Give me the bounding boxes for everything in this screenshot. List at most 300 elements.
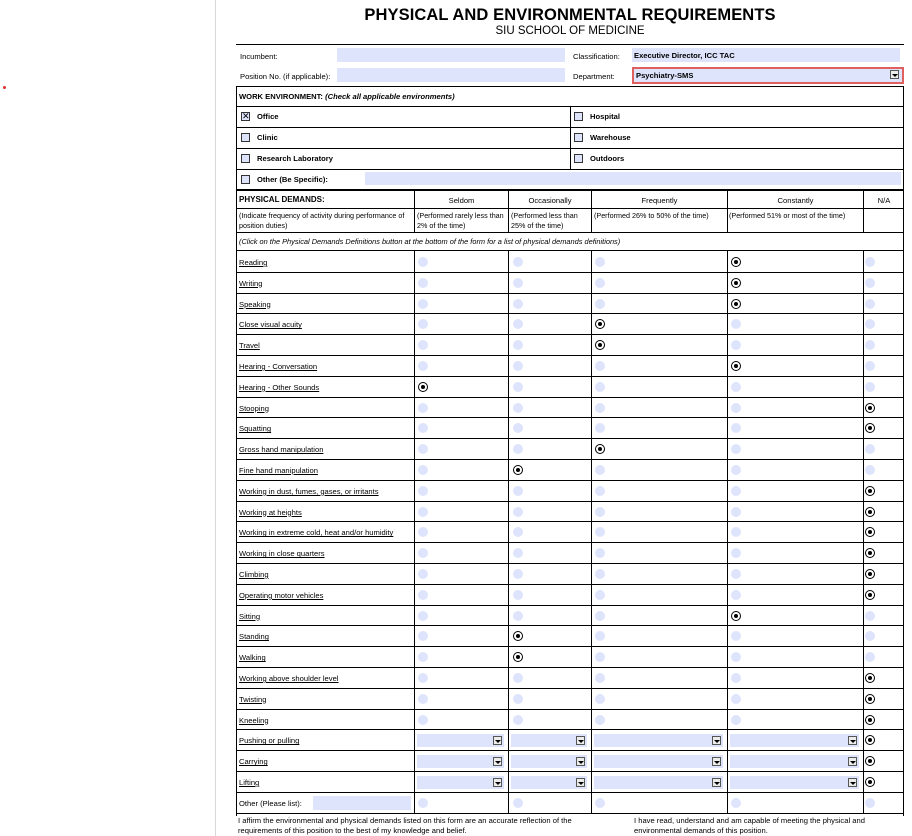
radio-walking-constantly[interactable] [731, 652, 741, 662]
classification-label: Classification: [573, 52, 620, 61]
frequency-select-pushing-or-pulling[interactable] [594, 734, 723, 747]
radio-other-na[interactable] [865, 798, 875, 808]
divider [414, 459, 415, 481]
chevron-down-icon[interactable] [890, 70, 899, 79]
frequency-select-pushing-or-pulling[interactable] [730, 734, 859, 747]
chevron-down-icon[interactable] [712, 778, 721, 787]
radio-hearing-other-sounds-frequently[interactable] [595, 382, 605, 392]
radio-gross-hand-manipulation-constantly[interactable] [731, 444, 741, 454]
radio-speaking-frequently[interactable] [595, 299, 605, 309]
radio-standing-na[interactable] [865, 631, 875, 641]
column-na: N/A [877, 196, 891, 205]
demand-label-gross-hand-manipulation: Gross hand manipulation [239, 445, 324, 455]
classification-value: Executive Director, ICC TAC [634, 51, 735, 60]
radio-hearing-conversation-frequently[interactable] [595, 361, 605, 371]
divider [591, 397, 592, 419]
divider [727, 792, 728, 814]
row-divider [237, 750, 903, 751]
frequency-select-pushing-or-pulling[interactable] [417, 734, 504, 747]
demand-label-hearing-other-sounds: Hearing - Other Sounds [239, 382, 320, 392]
radio-walking-na[interactable] [865, 652, 875, 662]
other-environment-label: Other (Be Specific): [257, 175, 328, 184]
radio-other-occasionally[interactable] [513, 798, 523, 808]
radio-fine-hand-manipulation-constantly[interactable] [731, 465, 741, 475]
radio-reading-occasionally[interactable] [513, 257, 523, 267]
radio-kneeling-occasionally[interactable] [513, 715, 523, 725]
radio-gross-hand-manipulation-na[interactable] [865, 444, 875, 454]
radio-kneeling-constantly[interactable] [731, 715, 741, 725]
divider [727, 646, 728, 668]
radio-working-in-dust-fumes-gases-or-irritants-frequently[interactable] [595, 486, 605, 496]
column-frequently-note: (Performed 26% to 50% of the time) [594, 211, 709, 220]
radio-working-in-close-quarters-constantly[interactable] [731, 548, 741, 558]
divider [863, 646, 864, 668]
other-environment-checkbox[interactable] [241, 175, 250, 184]
radio-other-constantly[interactable] [731, 798, 741, 808]
radio-fine-hand-manipulation-frequently[interactable] [595, 465, 605, 475]
row-divider [237, 688, 903, 689]
chevron-down-icon[interactable] [712, 736, 721, 745]
work-environment-heading [239, 92, 455, 101]
radio-operating-motor-vehicles-frequently[interactable] [595, 590, 605, 600]
radio-close-visual-acuity-occasionally[interactable] [513, 319, 523, 329]
divider [591, 459, 592, 481]
radio-close-visual-acuity-seldom[interactable] [418, 319, 428, 329]
divider [237, 232, 903, 233]
radio-writing-occasionally[interactable] [513, 278, 523, 288]
radio-stooping-seldom[interactable] [418, 403, 428, 413]
divider [508, 605, 509, 627]
frequency-select-lifting[interactable] [594, 776, 723, 789]
radio-kneeling-frequently[interactable] [595, 715, 605, 725]
row-divider [237, 397, 903, 398]
divider [727, 272, 728, 294]
radio-speaking-seldom[interactable] [418, 299, 428, 309]
radio-squatting-constantly[interactable] [731, 423, 741, 433]
radio-gross-hand-manipulation-seldom[interactable] [418, 444, 428, 454]
radio-walking-seldom[interactable] [418, 652, 428, 662]
radio-stooping-constantly[interactable] [731, 403, 741, 413]
divider [863, 542, 864, 564]
radio-working-in-close-quarters-occasionally[interactable] [513, 548, 523, 558]
divider [591, 792, 592, 814]
divider [591, 688, 592, 710]
radio-travel-occasionally[interactable] [513, 340, 523, 350]
radio-working-at-heights-frequently[interactable] [595, 507, 605, 517]
radio-travel-constantly[interactable] [731, 340, 741, 350]
radio-other-frequently[interactable] [595, 798, 605, 808]
divider [863, 771, 864, 793]
divider [508, 625, 509, 647]
divider [414, 709, 415, 731]
divider [508, 417, 509, 439]
radio-sitting-seldom[interactable] [418, 611, 428, 621]
radio-operating-motor-vehicles-constantly[interactable] [731, 590, 741, 600]
radio-hearing-conversation-constantly[interactable] [731, 361, 741, 371]
divider [591, 272, 592, 294]
radio-hearing-other-sounds-constantly[interactable] [731, 382, 741, 392]
radio-fine-hand-manipulation-na[interactable] [865, 465, 875, 475]
divider [414, 355, 415, 377]
demand-label-operating-motor-vehicles: Operating motor vehicles [239, 590, 324, 600]
research-laboratory-checkbox[interactable] [241, 154, 250, 163]
radio-hearing-other-sounds-seldom[interactable] [418, 382, 428, 392]
radio-sitting-na[interactable] [865, 611, 875, 621]
divider [863, 750, 864, 772]
radio-walking-occasionally[interactable] [513, 652, 523, 662]
frequency-select-lifting[interactable] [511, 776, 587, 789]
chevron-down-icon[interactable] [848, 778, 857, 787]
row-divider [237, 376, 903, 377]
radio-working-above-shoulder-level-frequently[interactable] [595, 673, 605, 683]
divider [727, 293, 728, 315]
radio-reading-na[interactable] [865, 257, 875, 267]
divider [237, 250, 903, 251]
radio-reading-seldom[interactable] [418, 257, 428, 267]
divider [508, 397, 509, 419]
radio-working-in-dust-fumes-gases-or-irritants-constantly[interactable] [731, 486, 741, 496]
divider [591, 501, 592, 523]
radio-stooping-frequently[interactable] [595, 403, 605, 413]
radio-travel-na[interactable] [865, 340, 875, 350]
outdoors-checkbox[interactable] [574, 154, 583, 163]
divider [863, 584, 864, 606]
classification-field[interactable] [632, 48, 900, 62]
demand-label-working-above-shoulder-level: Working above shoulder level [239, 674, 339, 683]
radio-hearing-other-sounds-occasionally[interactable] [513, 382, 523, 392]
row-divider [237, 272, 903, 273]
radio-speaking-constantly[interactable] [731, 299, 741, 309]
divider [508, 293, 509, 315]
position-label: Position No. (if applicable): [240, 72, 331, 81]
outdoors-label: Outdoors [590, 154, 625, 163]
radio-working-above-shoulder-level-seldom[interactable] [418, 673, 428, 683]
demand-label-standing: Standing [239, 632, 269, 642]
radio-squatting-seldom[interactable] [418, 423, 428, 433]
other-demand-field[interactable] [313, 796, 411, 810]
incumbent-label: Incumbent: [240, 52, 278, 61]
demand-label-climbing: Climbing [239, 570, 269, 579]
demand-label-squatting: Squatting [239, 424, 272, 434]
row-divider [237, 293, 903, 294]
divider [863, 605, 864, 627]
radio-climbing-na[interactable] [865, 569, 875, 579]
radio-working-in-close-quarters-na[interactable] [865, 548, 875, 558]
radio-working-in-extreme-cold-heat-and-or-humidity-frequently[interactable] [595, 527, 605, 537]
radio-other-seldom[interactable] [418, 798, 428, 808]
divider [727, 750, 728, 772]
divider [508, 709, 509, 731]
incumbent-field[interactable] [337, 48, 565, 62]
column-occasionally-note: (Performed less than 25% of the time) [511, 211, 578, 230]
frequency-select-carrying[interactable] [730, 755, 859, 768]
radio-travel-frequently[interactable] [595, 340, 605, 350]
radio-hearing-conversation-occasionally[interactable] [513, 361, 523, 371]
radio-reading-frequently[interactable] [595, 257, 605, 267]
frequency-select-carrying[interactable] [511, 755, 587, 768]
divider [591, 355, 592, 377]
divider [727, 251, 728, 273]
radio-sitting-occasionally[interactable] [513, 611, 523, 621]
chevron-down-icon[interactable] [576, 778, 585, 787]
divider [863, 709, 864, 731]
divider [591, 667, 592, 689]
divider [727, 480, 728, 502]
frequency-select-carrying[interactable] [594, 755, 723, 768]
radio-standing-seldom[interactable] [418, 631, 428, 641]
radio-sitting-constantly[interactable] [731, 611, 741, 621]
radio-climbing-constantly[interactable] [731, 569, 741, 579]
demand-label-travel: Travel [239, 341, 260, 351]
divider [727, 355, 728, 377]
demand-label-walking: Walking [239, 653, 266, 663]
row-divider [237, 521, 903, 522]
row-divider [237, 334, 903, 335]
divider [414, 313, 415, 335]
chevron-down-icon[interactable] [848, 736, 857, 745]
radio-working-in-extreme-cold-heat-and-or-humidity-occasionally[interactable] [513, 527, 523, 537]
radio-twisting-constantly[interactable] [731, 694, 741, 704]
radio-writing-frequently[interactable] [595, 278, 605, 288]
divider [727, 605, 728, 627]
divider [727, 667, 728, 689]
divider [727, 376, 728, 398]
radio-working-in-close-quarters-seldom[interactable] [418, 548, 428, 558]
radio-operating-motor-vehicles-na[interactable] [865, 590, 875, 600]
radio-squatting-frequently[interactable] [595, 423, 605, 433]
radio-working-in-dust-fumes-gases-or-irritants-seldom[interactable] [418, 486, 428, 496]
divider [727, 729, 728, 751]
divider [591, 251, 592, 273]
department-select[interactable] [632, 67, 904, 84]
divider [863, 376, 864, 398]
divider [508, 355, 509, 377]
title-rule [236, 44, 904, 45]
divider [508, 313, 509, 335]
radio-working-above-shoulder-level-constantly[interactable] [731, 673, 741, 683]
column-seldom: Seldom [448, 196, 475, 205]
divider [863, 417, 864, 439]
demand-label-twisting: Twisting [239, 694, 267, 704]
radio-twisting-occasionally[interactable] [513, 694, 523, 704]
demand-label-working-in-dust-fumes-gases-or-irritants: Working in dust, fumes, gases, or irritants [239, 486, 379, 496]
radio-stooping-na[interactable] [865, 403, 875, 413]
divider [414, 542, 415, 564]
divider [863, 190, 864, 232]
divider [508, 501, 509, 523]
radio-speaking-na[interactable] [865, 299, 875, 309]
divider [414, 584, 415, 606]
radio-close-visual-acuity-constantly[interactable] [731, 319, 741, 329]
research-laboratory-label: Research Laboratory [257, 154, 333, 163]
radio-travel-seldom[interactable] [418, 340, 428, 350]
radio-standing-frequently[interactable] [595, 631, 605, 641]
divider [414, 438, 415, 460]
radio-carrying-na[interactable] [865, 756, 875, 766]
divider [727, 771, 728, 793]
divider [414, 480, 415, 502]
divider [237, 190, 903, 191]
divider [863, 688, 864, 710]
row-divider [237, 563, 903, 564]
radio-squatting-occasionally[interactable] [513, 423, 523, 433]
chevron-down-icon[interactable] [576, 757, 585, 766]
clinic-label: Clinic [257, 133, 278, 142]
clinic-checkbox[interactable] [241, 133, 250, 142]
radio-working-above-shoulder-level-na[interactable] [865, 673, 875, 683]
divider [727, 584, 728, 606]
radio-hearing-conversation-na[interactable] [865, 361, 875, 371]
radio-working-in-close-quarters-frequently[interactable] [595, 548, 605, 558]
demand-label-working-in-close-quarters: Working in close quarters [239, 549, 325, 559]
radio-stooping-occasionally[interactable] [513, 403, 523, 413]
radio-twisting-seldom[interactable] [418, 694, 428, 704]
radio-writing-constantly[interactable] [731, 278, 741, 288]
position-field[interactable] [337, 68, 565, 82]
divider [727, 563, 728, 585]
radio-working-at-heights-seldom[interactable] [418, 507, 428, 517]
radio-working-at-heights-constantly[interactable] [731, 507, 741, 517]
radio-working-in-extreme-cold-heat-and-or-humidity-na[interactable] [865, 527, 875, 537]
frequency-select-lifting[interactable] [730, 776, 859, 789]
radio-fine-hand-manipulation-occasionally[interactable] [513, 465, 523, 475]
work-environment-section [236, 86, 904, 190]
row-divider [237, 646, 903, 647]
divider [591, 709, 592, 731]
other-environment-field[interactable] [365, 172, 901, 185]
divider [591, 584, 592, 606]
radio-twisting-na[interactable] [865, 694, 875, 704]
radio-pushing-or-pulling-na[interactable] [865, 735, 875, 745]
chevron-down-icon[interactable] [712, 757, 721, 766]
row-divider [237, 501, 903, 502]
radio-fine-hand-manipulation-seldom[interactable] [418, 465, 428, 475]
radio-twisting-frequently[interactable] [595, 694, 605, 704]
radio-operating-motor-vehicles-seldom[interactable] [418, 590, 428, 600]
chevron-down-icon[interactable] [848, 757, 857, 766]
radio-standing-constantly[interactable] [731, 631, 741, 641]
radio-operating-motor-vehicles-occasionally[interactable] [513, 590, 523, 600]
frequency-select-pushing-or-pulling[interactable] [511, 734, 587, 747]
row-divider [237, 729, 903, 730]
radio-gross-hand-manipulation-occasionally[interactable] [513, 444, 523, 454]
divider [414, 376, 415, 398]
divider [863, 480, 864, 502]
hospital-checkbox[interactable] [574, 112, 583, 121]
divider [414, 190, 415, 232]
divider [591, 750, 592, 772]
affirm-statement: I affirm the environmental and physical demands listed on this form are an accurate reflection of the requirements of this position to the best of my knowledge and belief. [238, 816, 572, 835]
divider [508, 521, 509, 543]
radio-working-in-extreme-cold-heat-and-or-humidity-constantly[interactable] [731, 527, 741, 537]
radio-working-above-shoulder-level-occasionally[interactable] [513, 673, 523, 683]
row-divider [237, 771, 903, 772]
acknowledgement-statement: I have read, understand and am capable of meeting the physical and environmental demands of this position. [634, 816, 865, 835]
divider [237, 208, 903, 209]
radio-working-at-heights-na[interactable] [865, 507, 875, 517]
radio-standing-occasionally[interactable] [513, 631, 523, 641]
radio-hearing-conversation-seldom[interactable] [418, 361, 428, 371]
radio-reading-constantly[interactable] [731, 257, 741, 267]
divider [414, 521, 415, 543]
divider [414, 293, 415, 315]
divider [727, 688, 728, 710]
divider [508, 750, 509, 772]
divider [508, 438, 509, 460]
radio-lifting-na[interactable] [865, 777, 875, 787]
divider [508, 542, 509, 564]
department-value: Psychiatry-SMS [636, 71, 694, 80]
divider [591, 313, 592, 335]
demand-label-reading: Reading [239, 258, 268, 267]
chevron-down-icon[interactable] [493, 778, 502, 787]
marker-dot [3, 86, 6, 89]
divider [863, 625, 864, 647]
radio-speaking-occasionally[interactable] [513, 299, 523, 309]
divider [591, 729, 592, 751]
radio-writing-seldom[interactable] [418, 278, 428, 288]
form-title: PHYSICAL AND ENVIRONMENTAL REQUIREMENTS [364, 6, 776, 24]
row-divider [237, 542, 903, 543]
radio-hearing-other-sounds-na[interactable] [865, 382, 875, 392]
chevron-down-icon[interactable] [493, 736, 502, 745]
divider [508, 251, 509, 273]
divider [863, 729, 864, 751]
divider [591, 334, 592, 356]
frequency-select-lifting[interactable] [417, 776, 504, 789]
radio-working-in-dust-fumes-gases-or-irritants-na[interactable] [865, 486, 875, 496]
divider [727, 313, 728, 335]
divider [591, 438, 592, 460]
divider [508, 480, 509, 502]
column-constantly-note: (Performed 51% or most of the time) [729, 211, 846, 220]
radio-working-in-extreme-cold-heat-and-or-humidity-seldom[interactable] [418, 527, 428, 537]
chevron-down-icon[interactable] [576, 736, 585, 745]
radio-squatting-na[interactable] [865, 423, 875, 433]
radio-kneeling-seldom[interactable] [418, 715, 428, 725]
radio-working-in-dust-fumes-gases-or-irritants-occasionally[interactable] [513, 486, 523, 496]
divider [237, 169, 903, 170]
divider [863, 459, 864, 481]
divider [863, 521, 864, 543]
radio-walking-frequently[interactable] [595, 652, 605, 662]
radio-gross-hand-manipulation-frequently[interactable] [595, 444, 605, 454]
divider [508, 272, 509, 294]
page-margin-line [215, 0, 216, 836]
radio-climbing-frequently[interactable] [595, 569, 605, 579]
chevron-down-icon[interactable] [493, 757, 502, 766]
physical-demands-heading: PHYSICAL DEMANDS: [239, 195, 325, 204]
demand-label-writing: Writing [239, 278, 263, 288]
warehouse-checkbox[interactable] [574, 133, 583, 142]
radio-kneeling-na[interactable] [865, 715, 875, 725]
office-checkbox[interactable]: ✕ [242, 111, 250, 121]
row-divider [237, 480, 903, 481]
divider [508, 376, 509, 398]
radio-writing-na[interactable] [865, 278, 875, 288]
divider [591, 625, 592, 647]
radio-climbing-occasionally[interactable] [513, 569, 523, 579]
divider [591, 646, 592, 668]
radio-climbing-seldom[interactable] [418, 569, 428, 579]
frequency-select-carrying[interactable] [417, 755, 504, 768]
divider [863, 792, 864, 814]
radio-working-at-heights-occasionally[interactable] [513, 507, 523, 517]
radio-close-visual-acuity-frequently[interactable] [595, 319, 605, 329]
radio-close-visual-acuity-na[interactable] [865, 319, 875, 329]
radio-sitting-frequently[interactable] [595, 611, 605, 621]
divider [863, 293, 864, 315]
